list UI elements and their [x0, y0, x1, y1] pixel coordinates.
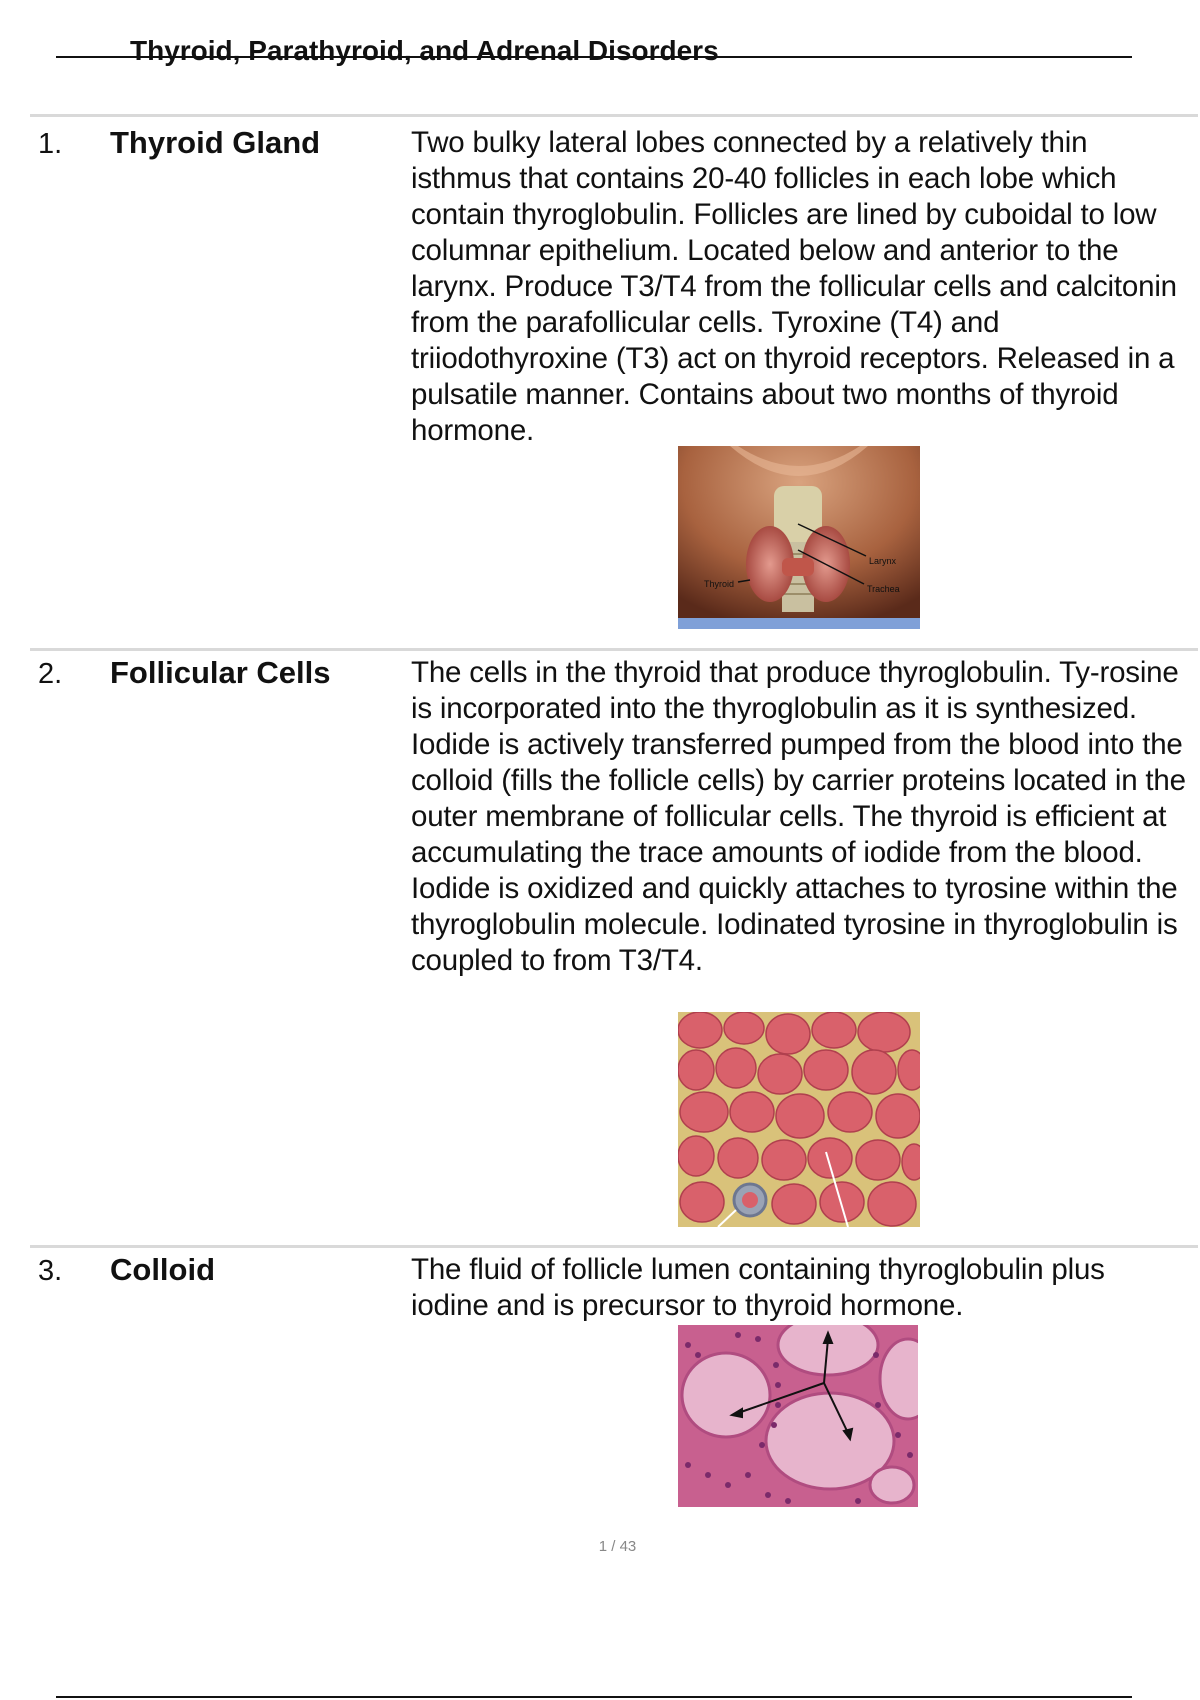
thyroid-anatomy-image [678, 446, 920, 629]
entry-number: 1. [38, 128, 63, 160]
page-indicator: 1 / 43 [598, 1538, 637, 1555]
larynx-label: Larynx [869, 556, 897, 566]
entry-term-follicular-cells: Follicular Cells [110, 655, 331, 690]
entry-number: 3. [38, 1255, 63, 1287]
entry-definition: The fluid of follicle lumen containing thyroglobulin plus iodine and is precursor to thyroid hormone. [411, 1253, 1105, 1322]
entry-number: 2. [38, 658, 63, 690]
entry-definition: The cells in the thyroid that produce thyroglobulin. Ty-rosine is incorporated into the thyroglobulin as it is synthesized. Iodide is actively transferred pumped from the blood into the colloid (fills the follicle cells) by carrier proteins located in the outer membrane of follicular cells. The thyroid is efficient at accumulating the trace amounts of iodide from the blood. Iodide is oxidized and quickly attaches to tyrosine within the thyroglobulin molecule. Iodinated tyrosine in thyroglobulin is coupled to from T3/T4. [411, 656, 1186, 977]
document-title: Thyroid, Parathyroid, and Adrenal Disorders [130, 35, 719, 66]
thyroid-label: Thyroid [704, 579, 735, 589]
row-divider [30, 648, 1198, 651]
entry-definition: Two bulky lateral lobes connected by a relatively thin isthmus that contains 20-40 follicles in each lobe which contain thyroglobulin. Follicles are lined by cuboidal to low columnar epithelium. Located below and anterior to the larynx. Produce T3/T4 from the follicular cells and calcitonin from the parafollicular cells. Tyroxine (T4) and triiodothyroxine (T3) act on thyroid receptors. Released in a pulsatile manner. Contains about two months of thyroid hormone. [411, 126, 1177, 447]
follicular-cells-histology-image [678, 1012, 920, 1227]
entry-term-thyroid-gland: Thyroid Gland [110, 125, 321, 160]
colloid-histology-image [678, 1325, 918, 1507]
row-divider [30, 114, 1198, 117]
entry-term-colloid: Colloid [110, 1252, 216, 1287]
row-divider [30, 1245, 1198, 1248]
trachea-label: Trachea [867, 584, 900, 594]
bottom-divider [56, 1696, 1132, 1698]
